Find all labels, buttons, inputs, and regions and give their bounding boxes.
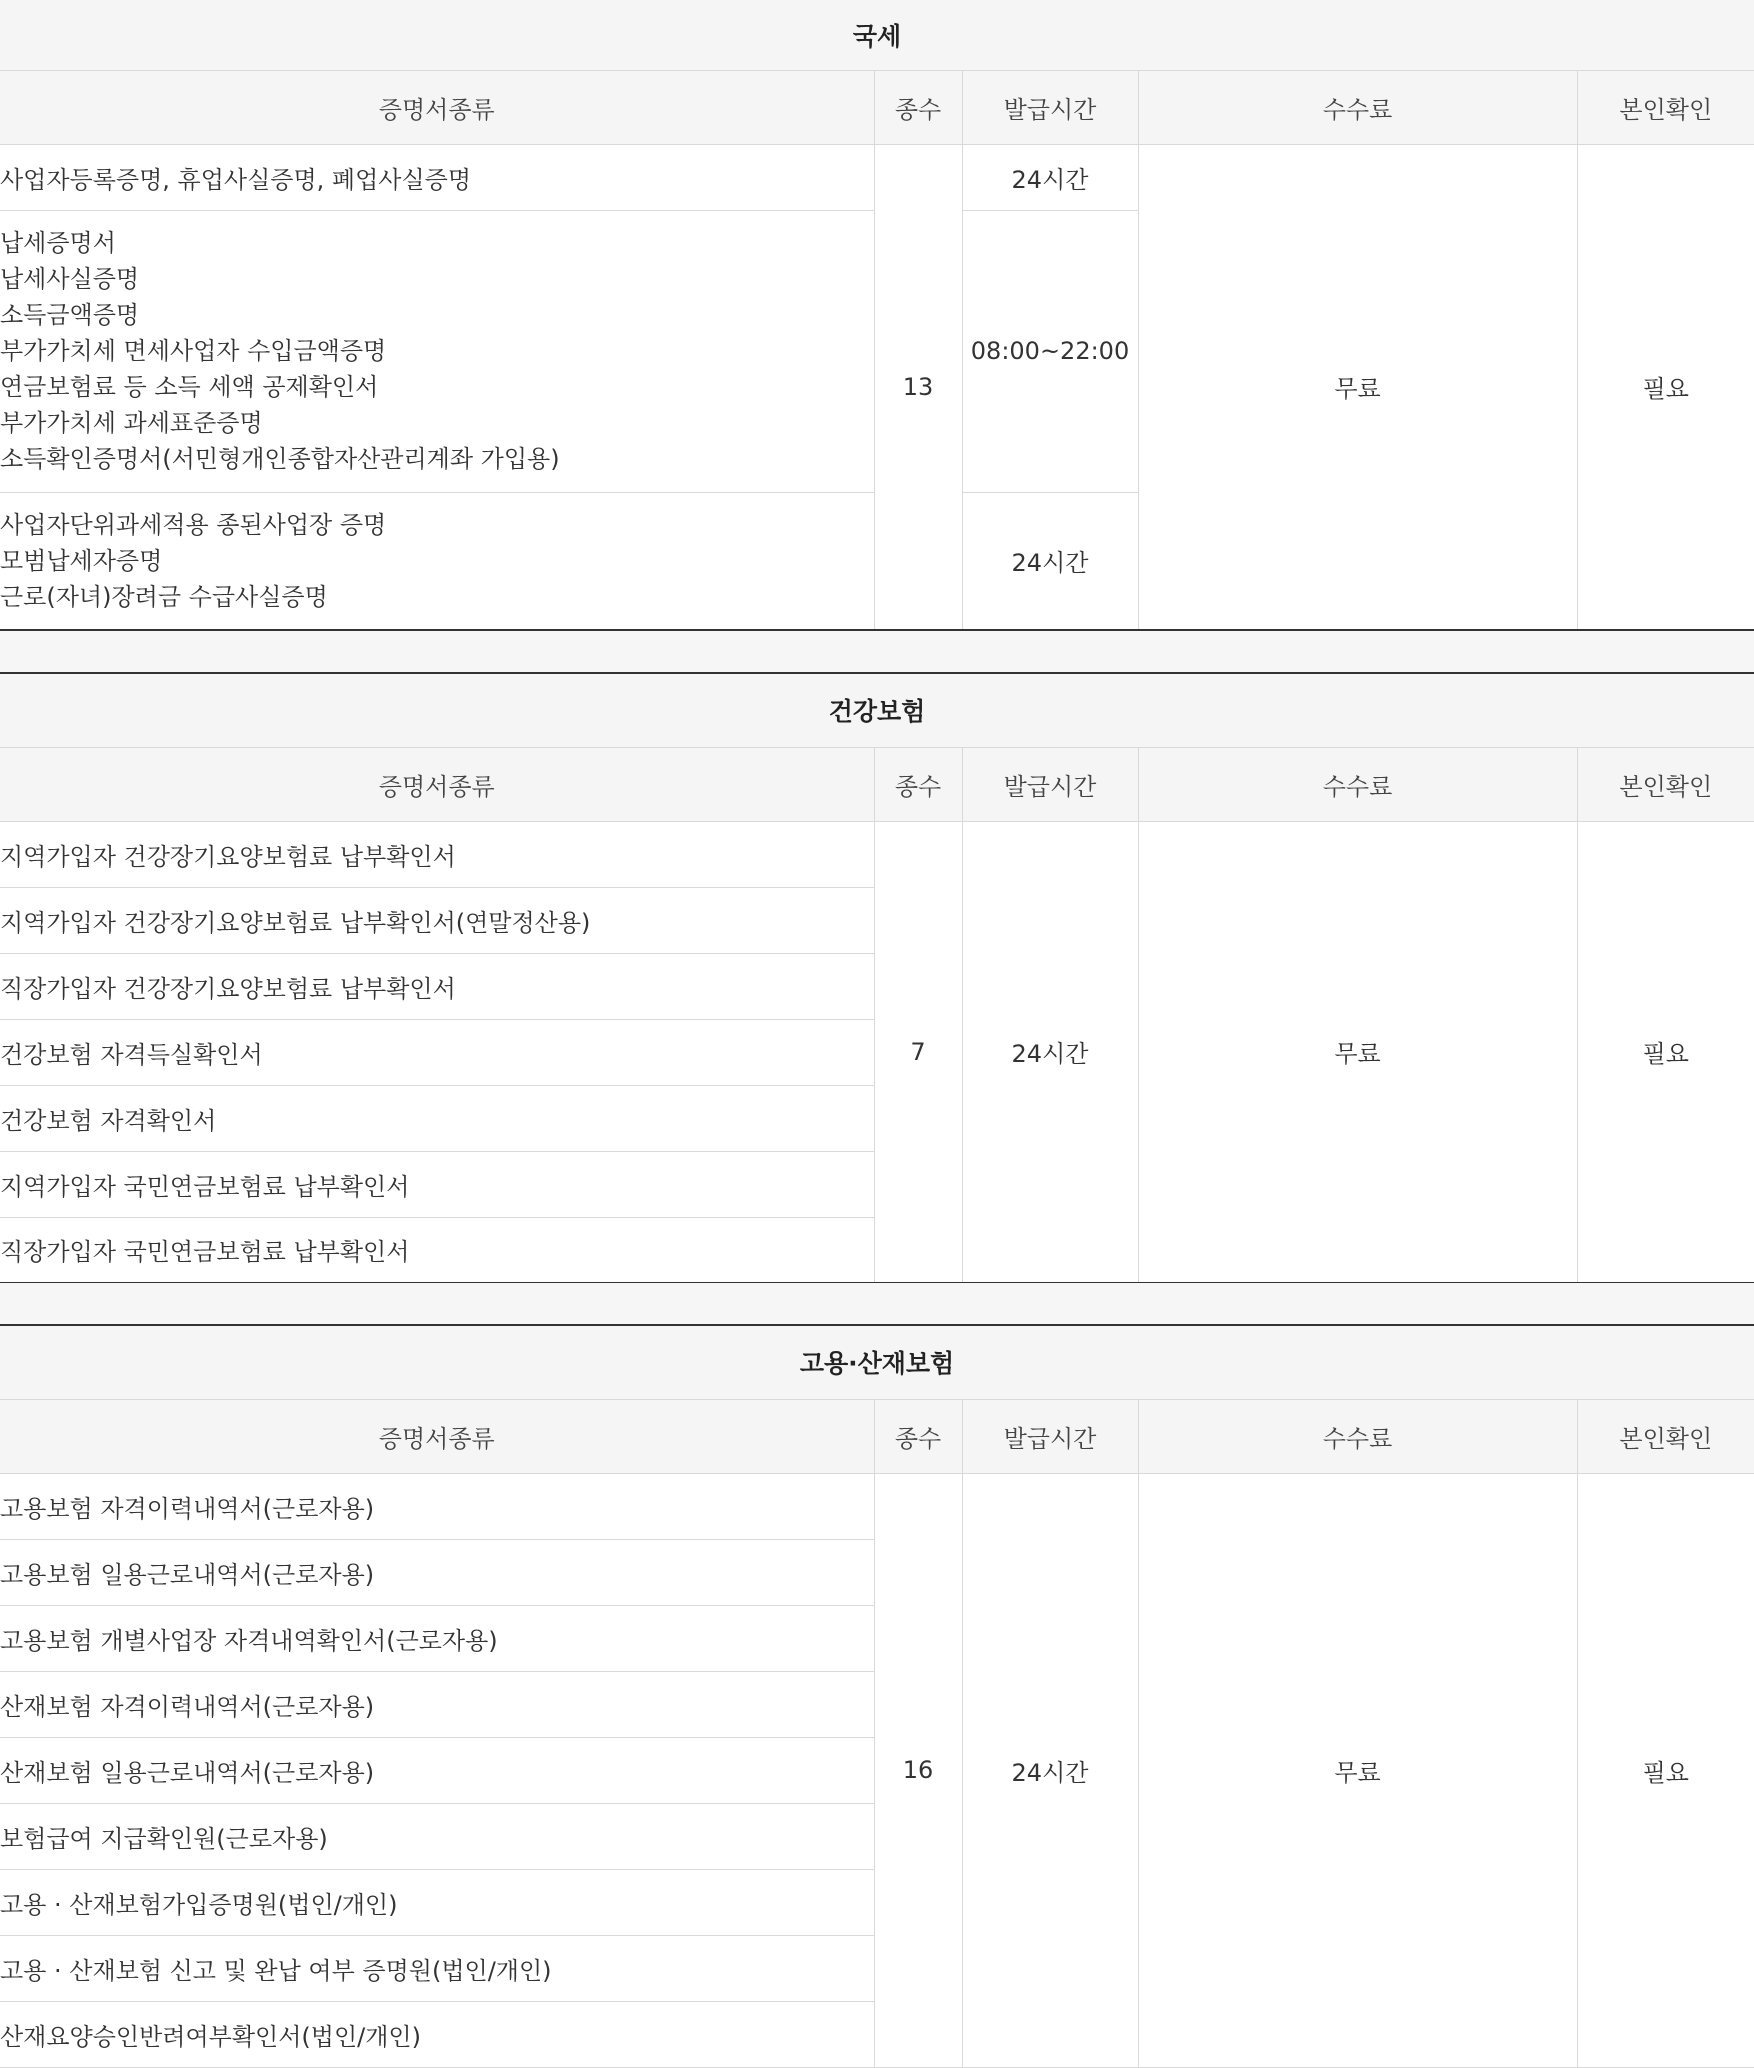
fee: 무료 (1138, 821, 1577, 1283)
certificate-count: 13 (874, 144, 962, 630)
col-header-id: 본인확인 (1577, 747, 1754, 821)
certificate-type: 연금보험료 등 소득 세액 공제확인서 (0, 373, 379, 401)
col-header-type: 증명서종류 (0, 70, 874, 144)
certificate-type-group (0, 210, 874, 492)
certificate-type: 산재보험 자격이력내역서(근로자용) (0, 1671, 874, 1737)
col-header-time: 발급시간 (962, 747, 1138, 821)
section-title: 건강보험 (0, 673, 1754, 747)
col-header-fee: 수수료 (1138, 1399, 1577, 1473)
certificate-type: 건강보험 자격확인서 (0, 1085, 874, 1151)
section-title: 국세 (0, 0, 1754, 70)
col-header-id: 본인확인 (1577, 70, 1754, 144)
issue-time: 24시간 (962, 492, 1138, 630)
col-header-fee: 수수료 (1138, 747, 1577, 821)
certificate-type: 고용보험 개별사업장 자격내역확인서(근로자용) (0, 1605, 874, 1671)
certificate-type: 고용보험 자격이력내역서(근로자용) (0, 1473, 874, 1539)
section-gap (0, 631, 1754, 673)
certificate-type: 직장가입자 국민연금보험료 납부확인서 (0, 1217, 874, 1283)
col-header-type: 증명서종류 (0, 1399, 874, 1473)
id-check: 필요 (1577, 1473, 1754, 2067)
certificate-type: 고용보험 일용근로내역서(근로자용) (0, 1539, 874, 1605)
id-check: 필요 (1577, 144, 1754, 630)
col-header-time: 발급시간 (962, 70, 1138, 144)
col-header-count: 종수 (874, 747, 962, 821)
certificate-type: 고용 · 산재보험가입증명원(법인/개인) (0, 1869, 874, 1935)
fee: 무료 (1138, 1473, 1577, 2067)
col-header-id: 본인확인 (1577, 1399, 1754, 1473)
certificate-type: 소득확인증명서(서민형개인종합자산관리계좌 가입용) (0, 445, 560, 473)
col-header-time: 발급시간 (962, 1399, 1138, 1473)
certificate-type: 납세사실증명 (0, 265, 140, 293)
section-gap (0, 1283, 1754, 1325)
section-title: 고용·산재보험 (0, 1325, 1754, 1399)
fee: 무료 (1138, 144, 1577, 630)
certificate-type: 지역가입자 건강장기요양보험료 납부확인서(연말정산용) (0, 887, 874, 953)
certificate-type-group (0, 492, 874, 630)
issue-time: 24시간 (962, 1473, 1138, 2067)
certificate-type: 고용 · 산재보험 신고 및 완납 여부 증명원(법인/개인) (0, 1935, 874, 2001)
certificate-type: 부가가치세 면세사업자 수입금액증명 (0, 337, 387, 365)
certificate-type: 소득금액증명 (0, 301, 140, 329)
id-check: 필요 (1577, 821, 1754, 1283)
employment-insurance-table (0, 1324, 1754, 2068)
certificate-type: 모범납세자증명 (0, 546, 163, 575)
certificate-count: 16 (874, 1473, 962, 2067)
certificate-type: 납세증명서 (0, 229, 116, 257)
certificate-type: 직장가입자 건강장기요양보험료 납부확인서 (0, 953, 874, 1019)
certificate-type: 산재보험 일용근로내역서(근로자용) (0, 1737, 874, 1803)
certificate-type: 지역가입자 국민연금보험료 납부확인서 (0, 1151, 874, 1217)
issue-time: 24시간 (962, 144, 1138, 210)
certificate-type: 사업자등록증명, 휴업사실증명, 폐업사실증명 (0, 144, 874, 210)
certificate-type: 산재요양승인반려여부확인서(법인/개인) (0, 2001, 874, 2067)
certificate-type: 근로(자녀)장려금 수급사실증명 (0, 582, 328, 611)
col-header-count: 종수 (874, 1399, 962, 1473)
certificate-type: 보험급여 지급확인원(근로자용) (0, 1803, 874, 1869)
certificate-type: 지역가입자 건강장기요양보험료 납부확인서 (0, 821, 874, 887)
col-header-fee: 수수료 (1138, 70, 1577, 144)
national-tax-table (0, 0, 1754, 631)
certificate-type: 사업자단위과세적용 종된사업장 증명 (0, 510, 387, 539)
certificate-type: 건강보험 자격득실확인서 (0, 1019, 874, 1085)
certificate-type: 부가가치세 과세표준증명 (0, 409, 263, 437)
issue-time: 08:00~22:00 (962, 210, 1138, 492)
col-header-type: 증명서종류 (0, 747, 874, 821)
issue-time: 24시간 (962, 821, 1138, 1283)
certificate-count: 7 (874, 821, 962, 1283)
health-insurance-table (0, 672, 1754, 1284)
col-header-count: 종수 (874, 70, 962, 144)
